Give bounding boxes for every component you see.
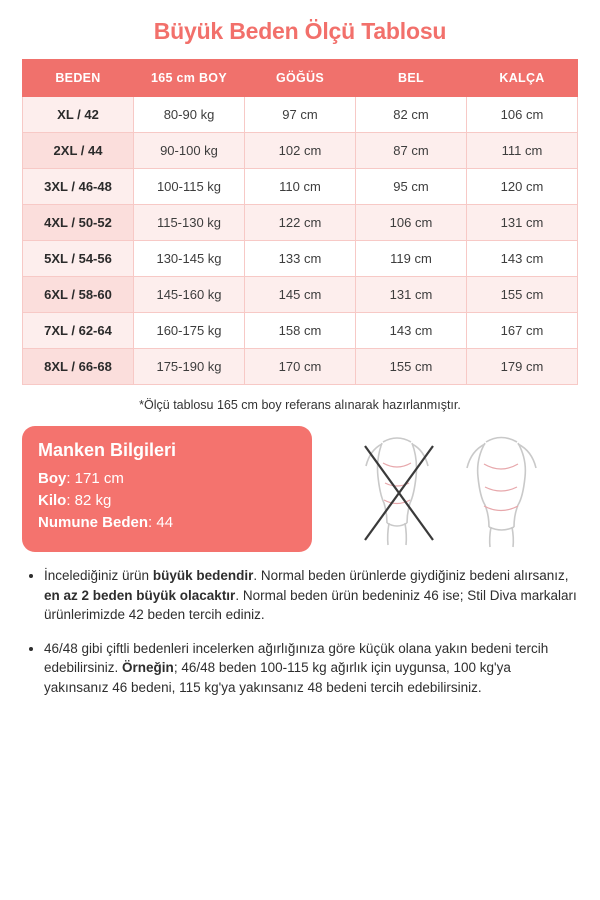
cell-value: 122 cm: [245, 205, 356, 241]
column-header-kalca: KALÇA: [467, 60, 578, 97]
cell-value: 155 cm: [467, 277, 578, 313]
cell-value: 102 cm: [245, 133, 356, 169]
model-info-heading: Manken Bilgileri: [38, 440, 177, 460]
cell-value: 119 cm: [356, 241, 467, 277]
table-row: [23, 277, 578, 313]
cell-beden: 2XL / 44: [23, 133, 134, 169]
cell-value: 90-100 kg: [134, 133, 245, 169]
body-figures: [324, 426, 578, 548]
cell-beden: 5XL / 54-56: [23, 241, 134, 277]
cell-beden: 6XL / 58-60: [23, 277, 134, 313]
model-weight-line: [38, 492, 296, 509]
column-header-gogus: GÖĞÜS: [245, 60, 356, 97]
cell-beden: XL / 42: [23, 97, 134, 133]
cell-value: 158 cm: [245, 313, 356, 349]
body-text: . Normal beden ürün bedeniniz 46 ise; Stil Diva markaları ürünlerimizde 42 beden tercih ediniz.: [44, 587, 577, 623]
list-item: [44, 639, 578, 698]
cell-beden: 4XL / 50-52: [23, 205, 134, 241]
cell-value: 82 cm: [356, 97, 467, 133]
cell-value: 110 cm: [245, 169, 356, 205]
cell-beden: 8XL / 66-68: [23, 349, 134, 385]
cell-value: 145 cm: [245, 277, 356, 313]
body-text: . Normal beden ürünlerde giydiğiniz bedeni alırsanız,: [253, 568, 569, 583]
cell-value: 130-145 kg: [134, 241, 245, 277]
notes-list: [22, 566, 578, 697]
cell-value: 160-175 kg: [134, 313, 245, 349]
cell-value: 131 cm: [356, 277, 467, 313]
body-text: İncelediğiniz ürün: [44, 568, 153, 583]
column-header-bel: BEL: [356, 60, 467, 97]
cell-value: 167 cm: [467, 313, 578, 349]
model-sample-size-value: : 44: [148, 514, 174, 531]
table-row: [23, 349, 578, 385]
cell-value: 143 cm: [467, 241, 578, 277]
column-header-boy: 165 cm BOY: [134, 60, 245, 97]
cell-value: 175-190 kg: [134, 349, 245, 385]
cell-value: 97 cm: [245, 97, 356, 133]
table-row: [23, 313, 578, 349]
cell-value: 95 cm: [356, 169, 467, 205]
table-row: [23, 97, 578, 133]
model-sample-size-label: Numune Beden: [38, 514, 149, 531]
cell-value: 80-90 kg: [134, 97, 245, 133]
table-row: [23, 205, 578, 241]
column-header-beden: BEDEN: [23, 60, 134, 97]
cell-value: 179 cm: [467, 349, 578, 385]
model-height-label: Boy: [38, 470, 67, 487]
curvy-body-figure-icon: [454, 430, 549, 548]
cell-value: 106 cm: [356, 205, 467, 241]
model-height-value: : 171 cm: [66, 470, 124, 487]
emphasis-text: büyük bedendir: [152, 568, 254, 583]
body-text: 46/48 gibi çiftli bedenleri incelerken ağırlığınıza göre küçük olana yakın bedeni tercih edebilirsiniz.: [44, 640, 549, 676]
cell-value: 115-130 kg: [134, 205, 245, 241]
model-sample-size-line: [38, 514, 296, 531]
body-text: ; 46/48 beden 100-115 kg ağırlık için uygunsa, 100 kg'ya yakınsanız 46 bedeni, 115 kg'ya yakınsanız 48 bedeni tercih edebilirsiniz.: [44, 660, 511, 695]
size-table: [22, 59, 578, 385]
cell-beden: 3XL / 46-48: [23, 169, 134, 205]
model-height-line: [38, 470, 296, 487]
cell-value: 170 cm: [245, 349, 356, 385]
cell-value: 143 cm: [356, 313, 467, 349]
cell-value: 145-160 kg: [134, 277, 245, 313]
table-note: *Ölçü tablosu 165 cm boy referans alınarak hazırlanmıştır.: [139, 398, 461, 412]
cell-value: 131 cm: [467, 205, 578, 241]
table-body: [23, 97, 578, 385]
table-row: [23, 133, 578, 169]
table-row: [23, 241, 578, 277]
table-header: [23, 60, 578, 97]
page-title: Büyük Beden Ölçü Tablosu: [153, 18, 447, 44]
cell-value: 111 cm: [467, 133, 578, 169]
list-item: [44, 566, 578, 625]
cell-beden: 7XL / 62-64: [23, 313, 134, 349]
emphasis-text: en az 2 beden büyük olacaktır: [44, 587, 236, 603]
cell-value: 87 cm: [356, 133, 467, 169]
cell-value: 155 cm: [356, 349, 467, 385]
model-info-card: [22, 426, 312, 552]
emphasis-text: Örneğin: [122, 660, 174, 676]
table-header-row: [23, 60, 578, 97]
cell-value: 120 cm: [467, 169, 578, 205]
model-weight-label: Kilo: [38, 492, 67, 509]
cell-value: 100-115 kg: [134, 169, 245, 205]
slim-body-figure-crossed-icon: [353, 430, 448, 548]
cell-value: 106 cm: [467, 97, 578, 133]
table-row: [23, 169, 578, 205]
model-weight-value: : 82 kg: [66, 492, 112, 509]
model-section: [22, 426, 578, 552]
cell-value: 133 cm: [245, 241, 356, 277]
